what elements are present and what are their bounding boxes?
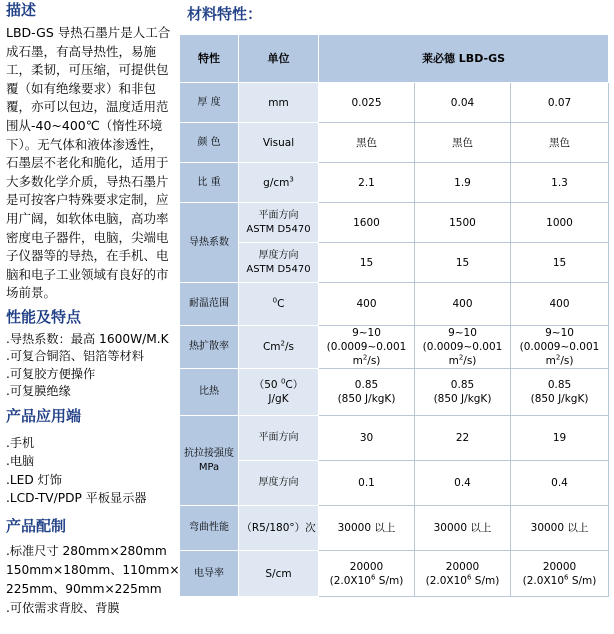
cell-value: 400 (415, 283, 511, 326)
row-unit: $g/cm^3$ (239, 163, 319, 203)
cell-value: 0.85 (850 J/kgK) (319, 369, 415, 416)
row-label-diffusion: 热扩散率 (180, 326, 239, 369)
cell-value: 9~10 (0.0009~0.001 $m^2/s$) (511, 326, 609, 369)
table-row (180, 203, 609, 243)
cell-value: 15 (415, 243, 511, 283)
list-item: .标准尺寸 280mm×280mm (6, 543, 167, 558)
cell-value: 20000 ($2.0X10^6$ S/m) (415, 551, 511, 597)
cell-value: 1600 (319, 203, 415, 243)
table-row (180, 83, 609, 123)
table-row (180, 283, 609, 326)
table-row (180, 243, 609, 283)
cell-value: 0.4 (511, 461, 609, 506)
cell-value: 0.85 (850 J/kgK) (415, 369, 511, 416)
list-item: .电脑 (6, 454, 35, 469)
cell-value: 30 (319, 416, 415, 461)
configuration-list (6, 542, 180, 618)
cell-value: 30000 以上 (415, 506, 511, 551)
cell-value: 0.4 (415, 461, 511, 506)
row-unit: 平面方向 (239, 416, 319, 461)
header-unit: 单位 (239, 35, 319, 83)
section-title-applications: 产品应用端 (6, 406, 82, 425)
row-unit: （50 $^0$C） J/gK (239, 369, 319, 416)
table-row (180, 163, 609, 203)
features-list (6, 331, 172, 401)
cell-value: 400 (319, 283, 415, 326)
cell-value: 30000 以上 (319, 506, 415, 551)
row-label-conductivity: 导热系数 (180, 203, 239, 283)
list-item: .导热系数：最高 1600W/M.K (6, 331, 169, 346)
list-item: 150mm×180mm、110mm× (6, 562, 180, 577)
cell-value: 19 (511, 416, 609, 461)
row-label-color: 颜 色 (180, 123, 239, 163)
list-item: .可复膜绝缘 (6, 384, 71, 399)
cell-value: 20000 ($2.0X10^6$ S/m) (511, 551, 609, 597)
row-label-tensile: 抗拉接强度 MPa (180, 416, 239, 506)
row-unit: 厚度方向 (239, 461, 319, 506)
row-label-density: 比 重 (180, 163, 239, 203)
cell-value: 0.07 (511, 83, 609, 123)
cell-value: 0.025 (319, 83, 415, 123)
section-title-configuration: 产品配制 (6, 516, 67, 535)
row-unit: 厚度方向 ASTM D5470 (239, 243, 319, 283)
table-row (180, 551, 609, 597)
row-unit: $^0$C (239, 283, 319, 326)
row-unit: mm (239, 83, 319, 123)
cell-value: 2.1 (319, 163, 415, 203)
row-label-temperature: 耐温范围 (180, 283, 239, 326)
row-unit: （R5/180°）次 (239, 506, 319, 551)
cell-value: 0.1 (319, 461, 415, 506)
list-item: .手机 (6, 435, 35, 450)
cell-value: 22 (415, 416, 511, 461)
cell-value: 黑色 (511, 123, 609, 163)
list-item: .LED 灯饰 (6, 472, 62, 487)
row-label-specific-heat: 比热 (180, 369, 239, 416)
cell-value: 1.9 (415, 163, 511, 203)
cell-value: 400 (511, 283, 609, 326)
list-item: .可依需求背胶、背膜 (6, 600, 120, 615)
list-item: .可复合铜箔、铝箔等材料 (6, 349, 144, 364)
left-column (6, 0, 180, 618)
row-unit: Cm$^2$/s (239, 326, 319, 369)
row-label-thickness: 厚 度 (180, 83, 239, 123)
table-row (180, 416, 609, 461)
cell-value: 0.85 (850 J/kgK) (511, 369, 609, 416)
table-row (180, 326, 609, 369)
cell-value: 1.3 (511, 163, 609, 203)
list-item: 225mm、90mm×225mm (6, 581, 162, 596)
cell-value: 9~10 (0.0009~0.001 $m^2/s$) (415, 326, 511, 369)
cell-value: 15 (511, 243, 609, 283)
section-title-features: 性能及特点 (6, 307, 82, 326)
row-unit: 平面方向 ASTM D5470 (239, 203, 319, 243)
material-properties-table (179, 34, 609, 597)
table-header-row (180, 35, 609, 83)
cell-value: 20000 ($2.0X10^6$ S/m) (319, 551, 415, 597)
list-item: .可复胶方便操作 (6, 366, 96, 381)
cell-value: 黑色 (319, 123, 415, 163)
row-label-electric: 电导率 (180, 551, 239, 597)
cell-value: 30000 以上 (511, 506, 609, 551)
header-property: 特性 (180, 35, 239, 83)
cell-value: 9~10 (0.0009~0.001 $m^2/s$) (319, 326, 415, 369)
row-unit: Visual (239, 123, 319, 163)
table-row (180, 123, 609, 163)
row-unit: S/cm (239, 551, 319, 597)
cell-value: 0.04 (415, 83, 511, 123)
table-row (180, 369, 609, 416)
applications-list (6, 434, 172, 508)
table-row (180, 506, 609, 551)
section-title-description: 描述 (6, 1, 37, 19)
description-text: LBD-GS 导热石墨片是人工合成石墨，有高导热性，易施工，柔韧，可压缩，可提供包覆（如有绝缘要求）和非包覆，亦可以包边，温度适用范围从-40~400℃（惰性环境下）。无气体和液体渗透性，石墨层不老化和脆化，适用于大多数化学介质，导热石墨片是可按客户特殊要求定制，应用广阔，如软体电脑，高功率密度电子器件，电脑，尖端电子仪器等的导热，在手机、电脑和电子工业领域有良好的市场前景。 (6, 25, 171, 301)
cell-value: 1000 (511, 203, 609, 243)
cell-value: 1500 (415, 203, 511, 243)
cell-value: 黑色 (415, 123, 511, 163)
table-row (180, 461, 609, 506)
list-item: .LCD-TV/PDP 平板显示器 (6, 491, 147, 506)
header-brand: 莱必德 LBD-GS (319, 35, 609, 83)
material-properties-title: 材料特性： (187, 5, 263, 23)
cell-value: 15 (319, 243, 415, 283)
row-label-bending: 弯曲性能 (180, 506, 239, 551)
